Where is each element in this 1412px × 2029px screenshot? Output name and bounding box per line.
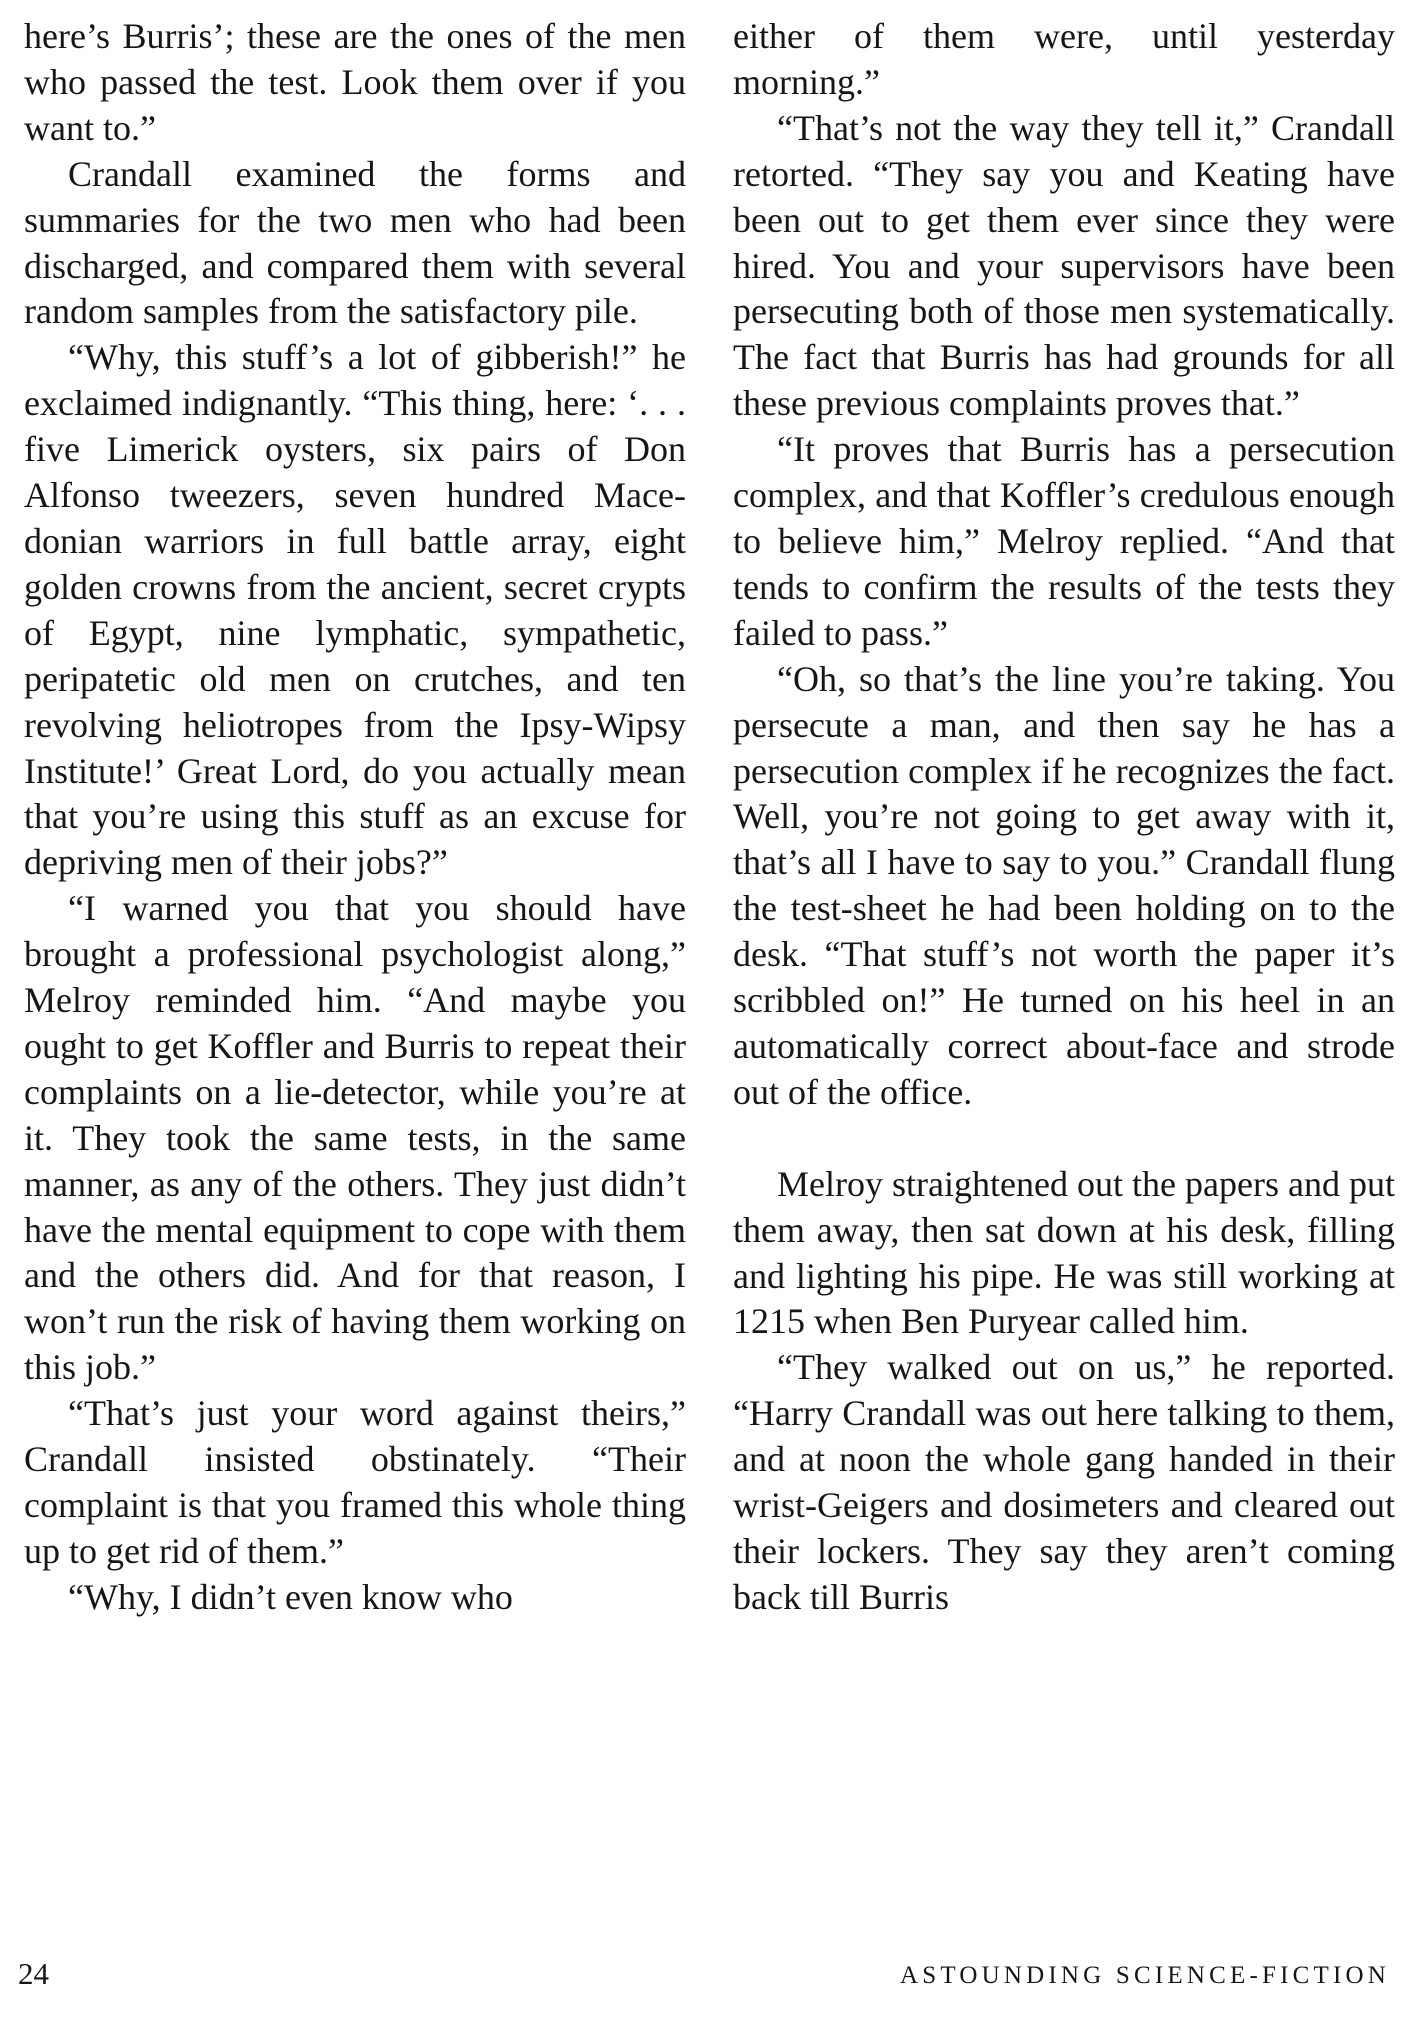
paragraph: “Oh, so that’s the line you’re taking. You persecute a man, and then say he has a persecution complex if he recognizes the fact. Well, you’re not going to get away with it, that’s all I have to say to you.” Crandall flung the test-sheet he had been holding on to the desk. “That stuff’s not worth the paper it’s scribbled on!” He turned on his heel in an automatically correct about-face and strode out of the office.: [733, 658, 1395, 1112]
right-text-column: [733, 14, 1395, 1621]
paragraph: “They walked out on us,” he reported. “Harry Crandall was out here talking to them, and at noon the whole gang handed in their wrist-Geigers and dosimeters and cleared out their lockers. They say they aren’t coming back till Burris: [733, 1347, 1395, 1617]
page-number: 24: [18, 1956, 49, 1991]
paragraph: “I warned you that you should have brought a professional psychologist along,” Melroy reminded him. “And maybe you ought to get Koffler and Burris to repeat their complaints on a lie-detector, while you’re at it. They took the same tests, in the same manner, as any of the others. They just didn’t have the mental equipment to cope with them and the others did. And for that reason, I won’t run the risk of having them working on this job.”: [24, 888, 686, 1388]
running-head: ASTOUNDING SCIENCE-FICTION: [900, 1962, 1390, 1989]
paragraph: “Why, this stuff’s a lot of gibberish!” he exclaimed indignantly. “This thing, here: ‘. . . five Limerick oysters, six pairs of Don Alfonso tweezers, seven hundred Macedonian warriors in full battle array, eight golden crowns from the ancient, secret crypts of Egypt, nine lymphatic, sympathetic, peripatetic old men on crutches, and ten revolving heliotropes from the Ipsy-Wipsy Institute!’ Great Lord, do you actually mean that you’re using this stuff as an excuse for depriving men of their jobs?”: [24, 337, 686, 883]
left-text-column: [24, 14, 686, 1621]
paragraph: “That’s not the way they tell it,” Crandall retorted. “They say you and Keating have been out to get them ever since they were hired. You and your supervisors have been persecuting both of those men systematically. The fact that Burris has had grounds for all these previous complaints proves that.”: [733, 107, 1395, 424]
paragraph: Crandall examined the forms and summaries for the two men who had been discharged, and compared them with several random samples from the satisfactory pile.: [24, 153, 686, 332]
paragraph-continued: here’s Burris’; these are the ones of the men who passed the test. Look them over if you want to.”: [24, 16, 686, 148]
paragraph: Melroy straightened out the papers and put them away, then sat down at his desk, filling and lighting his pipe. He was still working at 1215 when Ben Puryear called him.: [733, 1163, 1395, 1342]
paragraph: “It proves that Burris has a persecution complex, and that Koffler’s credulous enough to believe him,” Melroy replied. “And that tends to confirm the results of the tests they failed to pass.”: [733, 429, 1395, 653]
paragraph: “That’s just your word against theirs,” Crandall insisted obstinately. “Their complaint is that you framed this whole thing up to get rid of them.”: [24, 1393, 686, 1571]
paragraph-continued: either of them were, until yesterday morning.”: [733, 16, 1395, 102]
section-break: [733, 1116, 1395, 1162]
paragraph: “Why, I didn’t even know who: [68, 1576, 513, 1617]
